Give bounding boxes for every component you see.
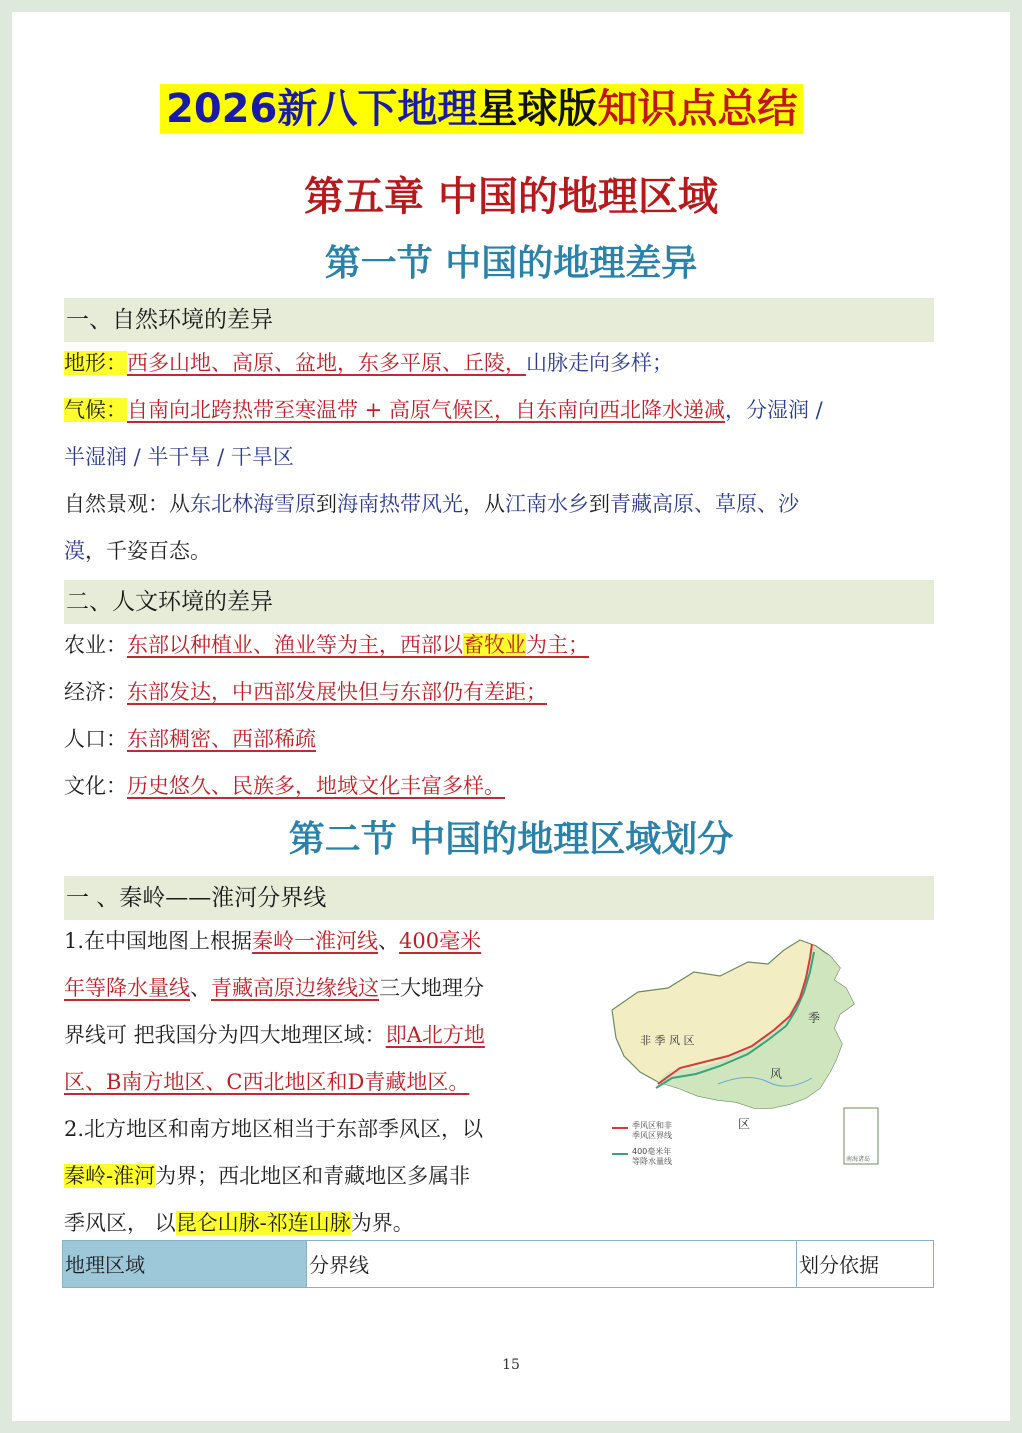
p2-d: 为界。 — [350, 1211, 414, 1235]
culture-label: 文化： — [64, 774, 127, 798]
agri-line — [64, 630, 944, 660]
map-label-qu: 区 — [738, 1117, 751, 1131]
title-part2: 星球版 — [477, 86, 598, 132]
p2-hl2: 昆仑山脉-祁连山脉 — [175, 1211, 351, 1235]
china-monsoon-map — [598, 932, 890, 1174]
section1-title: 第一节 中国的地理差异 — [324, 242, 698, 284]
chapter-title: 第五章 中国的地理区域 — [304, 173, 718, 220]
p1-r4: 青藏高原边缘线这 — [211, 976, 379, 1000]
terrain-blue: 山脉走向多样； — [526, 351, 673, 375]
main-title — [160, 84, 803, 134]
scenery-b5: 漠 — [64, 539, 85, 563]
pop-red: 东部稠密、西部稀疏 — [127, 727, 316, 751]
p1-line3 — [64, 1020, 584, 1050]
agri-red2: 为主； — [526, 633, 589, 657]
scenery-t3: 到 — [589, 492, 610, 516]
agri-red1: 东部以种植业、渔业等为主，西部以 — [127, 633, 463, 657]
scenery-b3: 江南水乡 — [505, 492, 589, 516]
legend2-line-b: 等降水量线 — [632, 1157, 672, 1166]
inset-label: 南海诸岛 — [846, 1156, 871, 1163]
econ-line — [64, 677, 944, 707]
p2-b: 为界；西北地区和青藏地区多属非 — [155, 1164, 471, 1188]
scenery-t4: ，千姿百态。 — [85, 539, 211, 563]
section2-sub1: 一 、秦岭——淮河分界线 — [64, 876, 934, 920]
p1-a: 1.在中国地图上根据 — [64, 929, 253, 953]
p2-line2 — [64, 1161, 584, 1191]
terrain-label: 地形： — [64, 351, 127, 375]
p1-b: 、 — [378, 929, 400, 953]
section1-sub2: 二、人文环境的差异 — [64, 580, 934, 624]
legend2-line-a: 400毫米年 — [632, 1147, 672, 1156]
culture-line — [64, 771, 944, 801]
p2-hl1: 秦岭-淮河 — [64, 1164, 156, 1188]
map-label-nonmonsoon: 非 季 风 区 — [640, 1034, 695, 1047]
climate-blue2: 半湿润 / 半干旱 / 干旱区 — [64, 445, 294, 469]
legend1-line-b: 季风区界线 — [632, 1131, 672, 1140]
p1-line1 — [64, 926, 584, 956]
climate-blue1: ，分湿润 / — [724, 398, 823, 422]
map-label-feng: 风 — [770, 1067, 783, 1081]
p1-r1: 秦岭一淮河线 — [252, 929, 379, 953]
scenery-t1: 到 — [316, 492, 337, 516]
terrain-red: 西多山地、高原、盆地，东多平原、丘陵， — [127, 351, 526, 375]
climate-line2 — [64, 442, 944, 472]
region-table-header — [62, 1240, 934, 1288]
scenery-line2 — [64, 536, 944, 566]
section2-title: 第二节 中国的地理区域划分 — [288, 818, 734, 860]
p1-d: 三大地理分 — [379, 976, 484, 1000]
p2-c: 季风区， 以 — [64, 1211, 176, 1235]
climate-red: 自南向北跨热带至寒温带 + 高原气候区，自东南向西北降水递减 — [127, 398, 725, 422]
agri-label: 农业： — [64, 633, 127, 657]
p2-line3 — [64, 1208, 584, 1238]
scenery-label: 自然景观：从 — [64, 492, 190, 516]
map-label-ji: 季 — [808, 1011, 821, 1025]
p1-r5: 即A北方地 — [385, 1023, 485, 1047]
agri-highlight: 畜牧业 — [463, 633, 526, 657]
pop-line — [64, 724, 944, 754]
p1-line2 — [64, 973, 584, 1003]
p1-r6: 区、B南方地区、C西北地区和D青藏地区。 — [64, 1070, 470, 1094]
title-part1: 2026新八下地理 — [166, 86, 478, 132]
scenery-b2: 海南热带风光 — [337, 492, 463, 516]
title-part3: 知识点总结 — [597, 86, 798, 132]
page-number: 15 — [502, 1357, 520, 1373]
scenery-t2: ，从 — [463, 492, 505, 516]
culture-red: 历史悠久、民族多，地域文化丰富多样。 — [127, 774, 505, 798]
climate-label: 气候： — [64, 398, 127, 422]
econ-label: 经济： — [64, 680, 127, 704]
climate-line — [64, 395, 944, 425]
section1-sub1: 一、自然环境的差异 — [64, 298, 934, 342]
p1-r3: 年等降水量线 — [64, 976, 190, 1000]
scenery-b1: 东北林海雪原 — [190, 492, 316, 516]
table-header-boundary: 分界线 — [307, 1241, 797, 1287]
table-header-basis: 划分依据 — [799, 1253, 879, 1277]
pop-label: 人口： — [64, 727, 127, 751]
p1-c: 、 — [190, 976, 211, 1000]
p1-r2: 400毫米 — [399, 929, 482, 953]
legend1-line-a: 季风区和非 — [632, 1121, 672, 1130]
p2-a: 2.北方地区和南方地区相当于东部季风区，以 — [64, 1117, 484, 1141]
scenery-b4: 青藏高原、草原、沙 — [610, 492, 799, 516]
p2-line1 — [64, 1114, 584, 1144]
terrain-line — [64, 348, 944, 378]
scenery-line — [64, 489, 944, 519]
p1-e: 界线可 把我国分为四大地理区域： — [64, 1023, 386, 1047]
econ-red: 东部发达，中西部发展快但与东部仍有差距； — [127, 680, 547, 704]
table-header-region: 地理区域 — [63, 1241, 307, 1287]
p1-line4 — [64, 1067, 584, 1097]
